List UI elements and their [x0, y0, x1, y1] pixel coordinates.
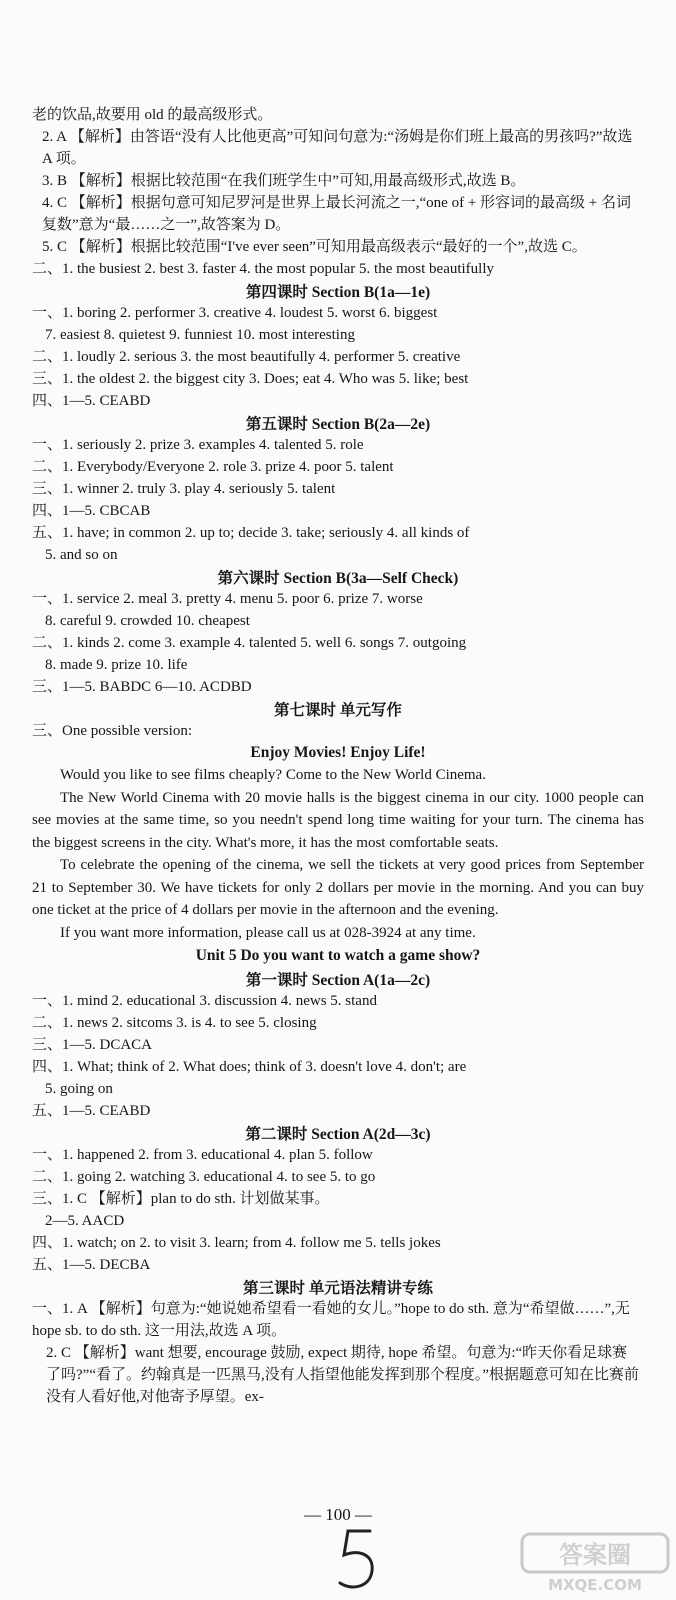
answer-line: 2—5. AACD [45, 1213, 125, 1229]
essay-paragraph: Would you like to see films cheaply? Come to the New World Cinema. [60, 767, 486, 783]
watermark-logo [520, 1530, 670, 1596]
answer-line: 三、1. winner 2. truly 3. play 4. seriously 5. talent [32, 481, 336, 497]
answer-line: 7. easiest 8. quietest 9. funniest 10. most interesting [45, 327, 355, 343]
answer-line: 五、1—5. DECBA [32, 1257, 151, 1273]
answer-line: 一、1. service 2. meal 3. pretty 4. menu 5. poor 6. prize 7. worse [32, 591, 423, 607]
answer-line: 二、1. Everybody/Everyone 2. role 3. prize 4. poor 5. talent [32, 459, 394, 475]
svg-text:MXQE.COM: MXQE.COM [548, 1576, 642, 1594]
answer-explanation: 一、1. A 【解析】句意为:“她说她希望看一看她的女儿。”hope to do sth. 意为“希望做……”,无 hope sb. to do sth. 这一用法,故选 A 项。 [32, 1301, 630, 1339]
answer-line: 8. made 9. prize 10. life [45, 657, 188, 673]
answer-explanation: 5. C 【解析】根据比较范围“I've ever seen”可知用最高级表示“最好的一个”,故选 C。 [42, 239, 587, 255]
answer-line: 二、1. loudly 2. serious 3. the most beautifully 4. performer 5. creative [32, 349, 461, 365]
page-number: — 100 — [304, 1505, 372, 1524]
lesson-heading: 第二课时 Section A(2d—3c) [245, 1126, 431, 1143]
lesson-heading: 第四课时 Section B(1a—1e) [245, 284, 431, 301]
answer-line: 一、1. boring 2. performer 3. creative 4. loudest 5. worst 6. biggest [32, 305, 438, 321]
essay-paragraph: If you want more information, please call us at 028-3924 at any time. [60, 924, 476, 941]
answer-line: 一、1. mind 2. educational 3. discussion 4. news 5. stand [32, 993, 377, 1009]
essay-paragraph: The New World Cinema with 20 movie halls is the biggest cinema in our city. 1000 people can see movies at the same time, so you needn't spend long time waiting for your turn. The cinema has the biggest screens in the city. What's more, it has the most comfortable seats. [32, 789, 644, 851]
answer-line: 四、1—5. CEABD [32, 393, 151, 409]
answer-line: 二、1. news 2. sitcoms 3. is 4. to see 5. closing [32, 1015, 317, 1031]
lesson-heading: 第五课时 Section B(2a—2e) [245, 416, 431, 433]
answer-line: 二、1. the busiest 2. best 3. faster 4. the most popular 5. the most beautifully [32, 261, 495, 277]
answer-line: 五、1—5. CEABD [32, 1103, 151, 1119]
writing-intro: 三、One possible version: [32, 723, 192, 739]
answer-line: 5. going on [45, 1081, 113, 1097]
essay-paragraph: To celebrate the opening of the cinema, we sell the tickets at very good prices from September 21 to September 30. We have tickets for only 2 dollars per movie in the morning. And you can buy one ticket at the price of 4 dollars per movie in the afternoon and the evening. [32, 857, 644, 918]
lesson-heading: 第三课时 单元语法精讲专练 [243, 1280, 433, 1297]
answer-explanation: 2. A 【解析】由答语“没有人比他更高”可知问句意为:“汤姆是你们班上最高的男孩吗?”故选 A 项。 [42, 129, 633, 167]
answer-explanation: 4. C 【解析】根据句意可知尼罗河是世界上最长河流之一,“one of + 形容词的最高级 + 名词复数”意为“最……之一”,故答案为 D。 [42, 195, 631, 233]
unit-heading: Unit 5 Do you want to watch a game show? [195, 947, 481, 964]
answer-line: 三、1—5. DCACA [32, 1037, 153, 1053]
answer-line: 四、1. What; think of 2. What does; think of 3. doesn't love 4. don't; are [32, 1059, 467, 1075]
answer-page [32, 104, 644, 1408]
answer-line: 四、1. watch; on 2. to visit 3. learn; from 4. follow me 5. tells jokes [32, 1235, 441, 1251]
answer-explanation: 2. C 【解析】want 想要, encourage 鼓励, expect 期待, hope 希望。句意为:“昨天你看足球赛了吗?”“看了。约翰真是一匹黑马,没有人指望他能发挥到那个程度。”根据题意可知在比赛前没有人看好他,对他寄予厚望。ex- [46, 1345, 639, 1405]
lesson-heading: 第六课时 Section B(3a—Self Check) [217, 570, 459, 587]
answer-line: 8. careful 9. crowded 10. cheapest [45, 613, 250, 629]
lesson-heading: 第一课时 Section A(1a—2c) [245, 972, 431, 989]
answer-line: 一、1. happened 2. from 3. educational 4. plan 5. follow [32, 1147, 373, 1163]
answer-line: 二、1. going 2. watching 3. educational 4. to see 5. to go [32, 1169, 376, 1185]
answer-line: 五、1. have; in common 2. up to; decide 3. take; seriously 4. all kinds of [32, 525, 470, 541]
lesson-heading: 第七课时 单元写作 [274, 702, 402, 719]
answer-line: 三、1. the oldest 2. the biggest city 3. Does; eat 4. Who was 5. like; best [32, 371, 469, 387]
svg-text:答案圈: 答案圈 [559, 1541, 631, 1569]
answer-explanation: 3. B 【解析】根据比较范围“在我们班学生中”可知,用最高级形式,故选 B。 [42, 173, 526, 189]
answer-line: 四、1—5. CBCAB [32, 503, 151, 519]
answer-line: 5. and so on [45, 547, 118, 563]
text-line: 老的饮品,故要用 old 的最高级形式。 [32, 107, 273, 123]
answer-line: 二、1. kinds 2. come 3. example 4. talented 5. well 6. songs 7. outgoing [32, 635, 467, 651]
answer-explanation: 三、1. C 【解析】plan to do sth. 计划做某事。 [32, 1191, 330, 1207]
essay-title: Enjoy Movies! Enjoy Life! [250, 744, 426, 761]
answer-line: 一、1. seriously 2. prize 3. examples 4. talented 5. role [32, 437, 364, 453]
answer-line: 三、1—5. BABDC 6—10. ACDBD [32, 679, 252, 695]
handwritten-mark [330, 1525, 390, 1595]
